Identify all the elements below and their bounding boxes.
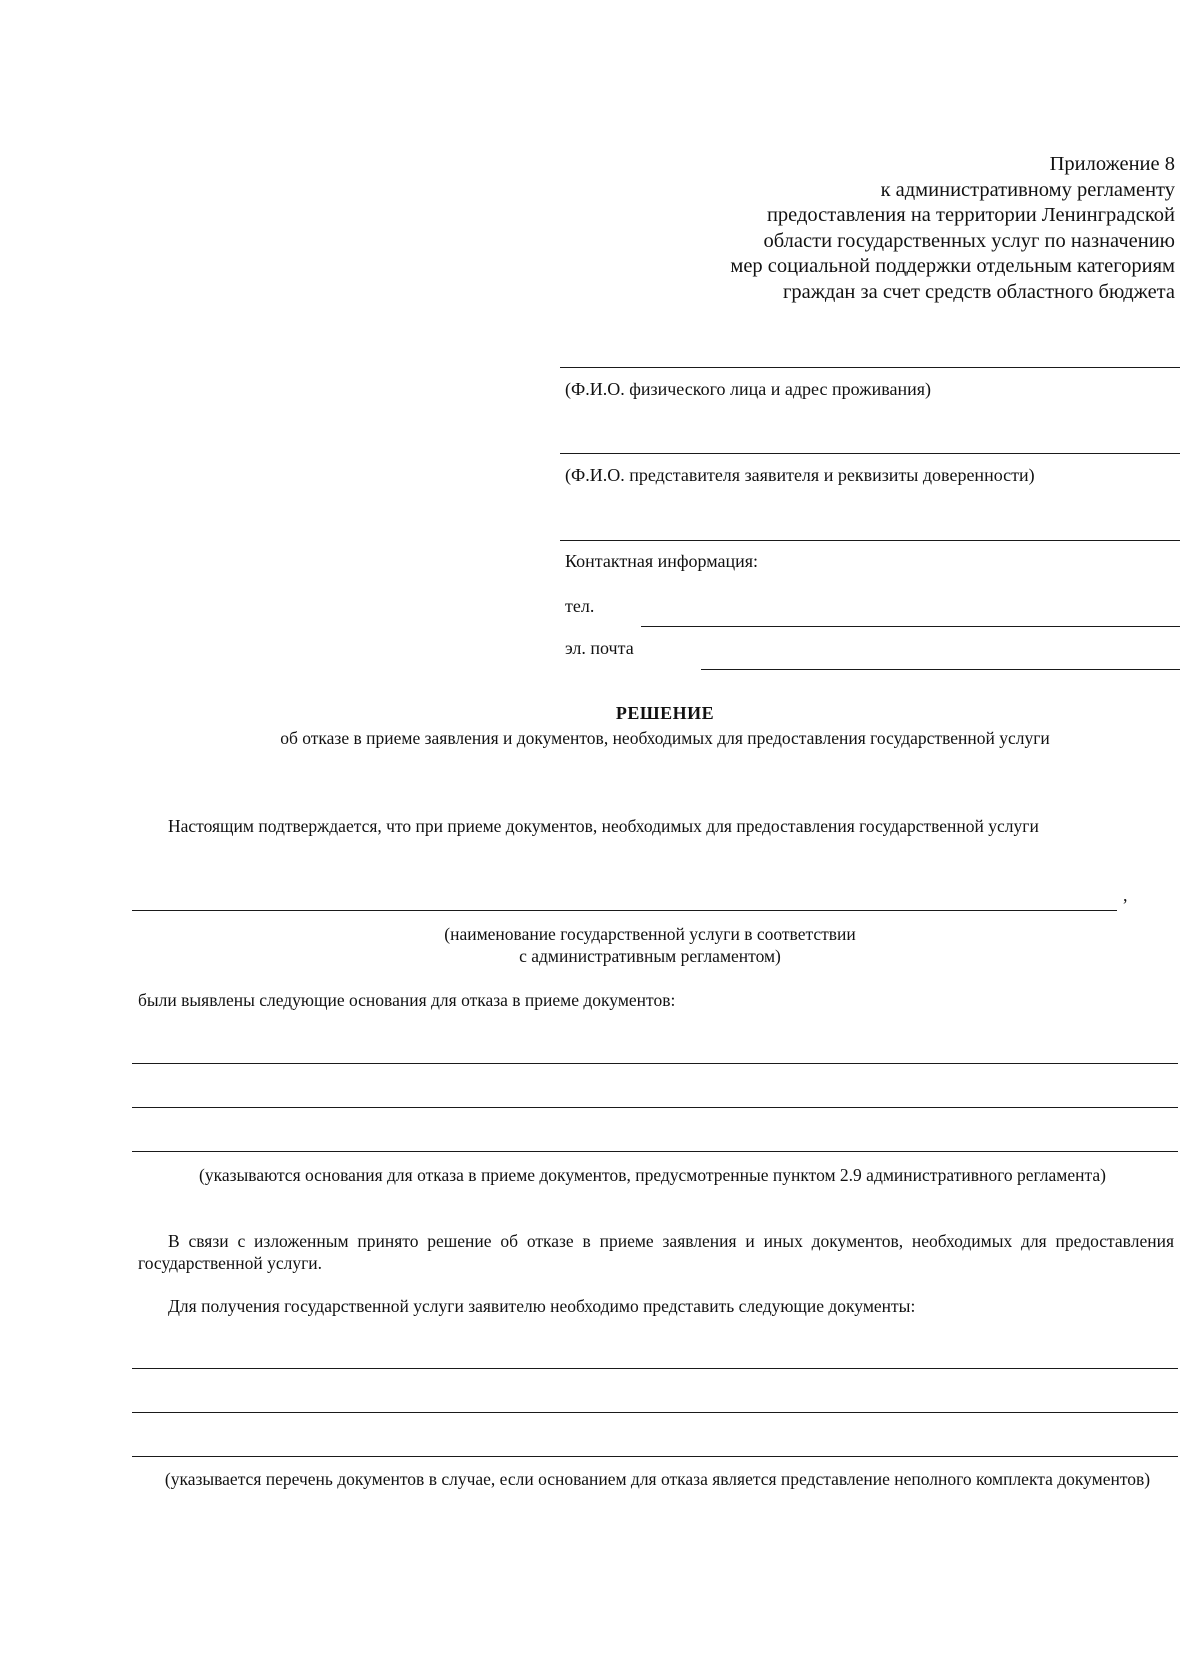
documents-line-1	[132, 1368, 1178, 1369]
intro-paragraph: Настоящим подтверждается, что при приеме документов, необходимых для предоставления государственной услуги	[168, 816, 1039, 836]
appendix-line: Приложение 8	[1049, 153, 1175, 175]
representative-label: (Ф.И.О. представителя заявителя и реквизиты доверенности)	[565, 465, 1035, 485]
appendix-line: граждан за счет средств областного бюджета	[782, 280, 1175, 303]
email-label: эл. почта	[565, 638, 634, 658]
decision-paragraph: В связи с изложенным принято решение об отказе в приеме заявления и иных документов, необходимых для предоставления государственной услуги.	[138, 1231, 1174, 1273]
decision-subtitle: об отказе в приеме заявления и документов, необходимых для предоставления государственной услуги	[280, 728, 1050, 748]
grounds-line-3	[132, 1151, 1178, 1152]
phone-line	[641, 626, 1180, 627]
representative-line	[560, 453, 1180, 454]
fio-address-line	[560, 367, 1180, 368]
documents-line-3	[132, 1456, 1178, 1457]
grounds-hint: (указываются основания для отказа в приеме документов, предусмотренные пунктом 2.9 административного регламента)	[199, 1165, 1106, 1185]
phone-label: тел.	[565, 596, 595, 616]
fio-address-label: (Ф.И.О. физического лица и адрес проживания)	[565, 379, 931, 399]
service-hint	[340, 923, 960, 967]
appendix-line: предоставления на территории Ленинградской	[766, 204, 1175, 226]
service-comma: ,	[1123, 885, 1128, 905]
appendix-line: мер социальной поддержки отдельным категориям	[730, 255, 1175, 277]
grounds-intro: были выявлены следующие основания для отказа в приеме документов:	[138, 990, 676, 1010]
appendix-header	[635, 152, 1175, 305]
documents-intro: Для получения государственной услуги заявителю необходимо представить следующие документы:	[168, 1296, 916, 1316]
service-hint-line: с административным регламентом)	[519, 946, 781, 966]
appendix-line: области государственных услуг по назначению	[763, 229, 1175, 252]
documents-line-2	[132, 1412, 1178, 1413]
contact-label: Контактная информация:	[565, 551, 759, 571]
grounds-line-2	[132, 1107, 1178, 1108]
service-name-line	[132, 910, 1117, 911]
grounds-line-1	[132, 1063, 1178, 1064]
contact-line	[560, 540, 1180, 541]
service-hint-line: (наименование государственной услуги в соответствии	[444, 924, 856, 944]
decision-title: РЕШЕНИЕ	[615, 703, 715, 723]
documents-hint: (указывается перечень документов в случае, если основанием для отказа является представление неполного комплекта документов)	[164, 1469, 1151, 1489]
email-line	[701, 669, 1180, 670]
appendix-line: к административному регламенту	[880, 178, 1175, 201]
